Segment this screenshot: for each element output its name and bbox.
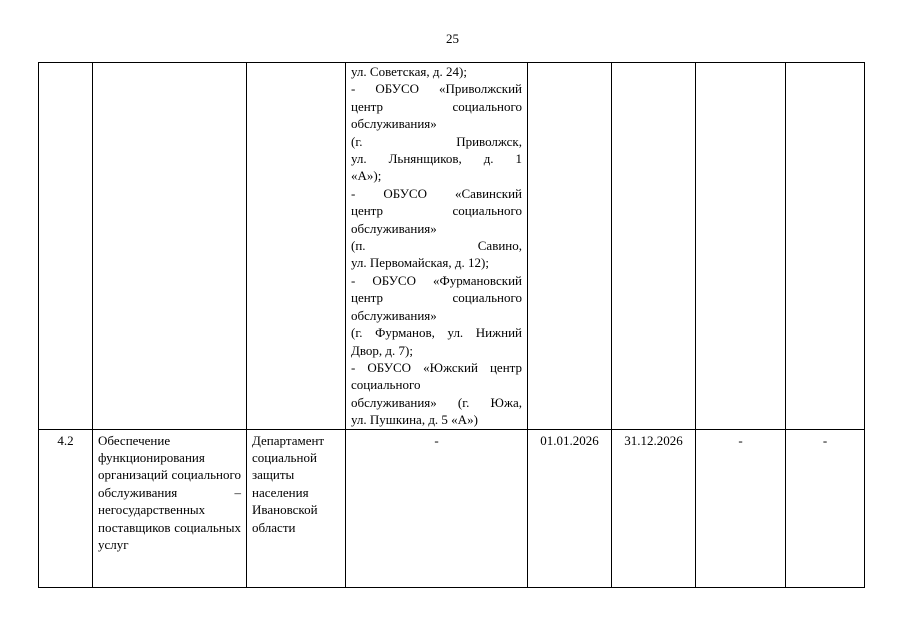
activity-description: Обеспечение функционирования организаций социального обслуживания – негосударственных поставщиков социальных услуг xyxy=(93,429,247,587)
col8-value: - xyxy=(786,429,865,587)
address-line: центр социального xyxy=(351,98,522,114)
cell-number xyxy=(39,63,93,430)
institution-address-list xyxy=(351,63,522,429)
participants-value: - xyxy=(346,429,528,587)
cell-executor xyxy=(247,63,346,430)
address-line: центр социального xyxy=(351,203,522,219)
table-row-4-2 xyxy=(39,429,865,587)
address-line: социального xyxy=(351,377,421,393)
cell-col8 xyxy=(786,63,865,430)
page-number: 25 xyxy=(446,31,459,46)
cell-col7 xyxy=(696,63,786,430)
start-date: 01.01.2026 xyxy=(528,429,612,587)
address-line: - ОБУСО «Савинский xyxy=(351,185,522,201)
address-line: - ОБУСО «Приволжский xyxy=(351,81,522,97)
address-line: (г. Фурманов, ул. Нижний xyxy=(351,325,522,341)
address-line: обслуживания» xyxy=(351,116,437,132)
table-row-continuation xyxy=(39,63,865,430)
address-line: ул. Пушкина, д. 5 «А») xyxy=(351,412,478,428)
row-number: 4.2 xyxy=(39,429,93,587)
address-line: центр социального xyxy=(351,290,522,306)
col7-value: - xyxy=(696,429,786,587)
address-line: обслуживания» (г. Южа, xyxy=(351,394,522,410)
address-line: - ОБУСО «Фурмановский xyxy=(351,272,522,288)
address-line: «А»); xyxy=(351,168,382,184)
address-line: (п. Савино, xyxy=(351,238,522,254)
address-line: - ОБУСО «Южский центр xyxy=(351,359,522,375)
address-line: обслуживания» xyxy=(351,307,437,323)
cell-start-date xyxy=(528,63,612,430)
address-line: ул. Советская, д. 24); xyxy=(351,64,467,79)
end-date: 31.12.2026 xyxy=(612,429,696,587)
plan-table xyxy=(38,62,865,588)
address-line: ул. Первомайская, д. 12); xyxy=(351,255,489,271)
cell-activity xyxy=(93,63,247,430)
executor-name: Департамент социальной защиты населения Ивановской области xyxy=(247,429,346,587)
address-line: ул. Льнянщиков, д. 1 xyxy=(351,151,522,167)
cell-end-date xyxy=(612,63,696,430)
cell-institution-addresses xyxy=(346,63,528,430)
address-line: обслуживания» xyxy=(351,220,437,236)
address-line: (г. Приволжск, xyxy=(351,133,522,149)
address-line: Двор, д. 7); xyxy=(351,342,413,358)
